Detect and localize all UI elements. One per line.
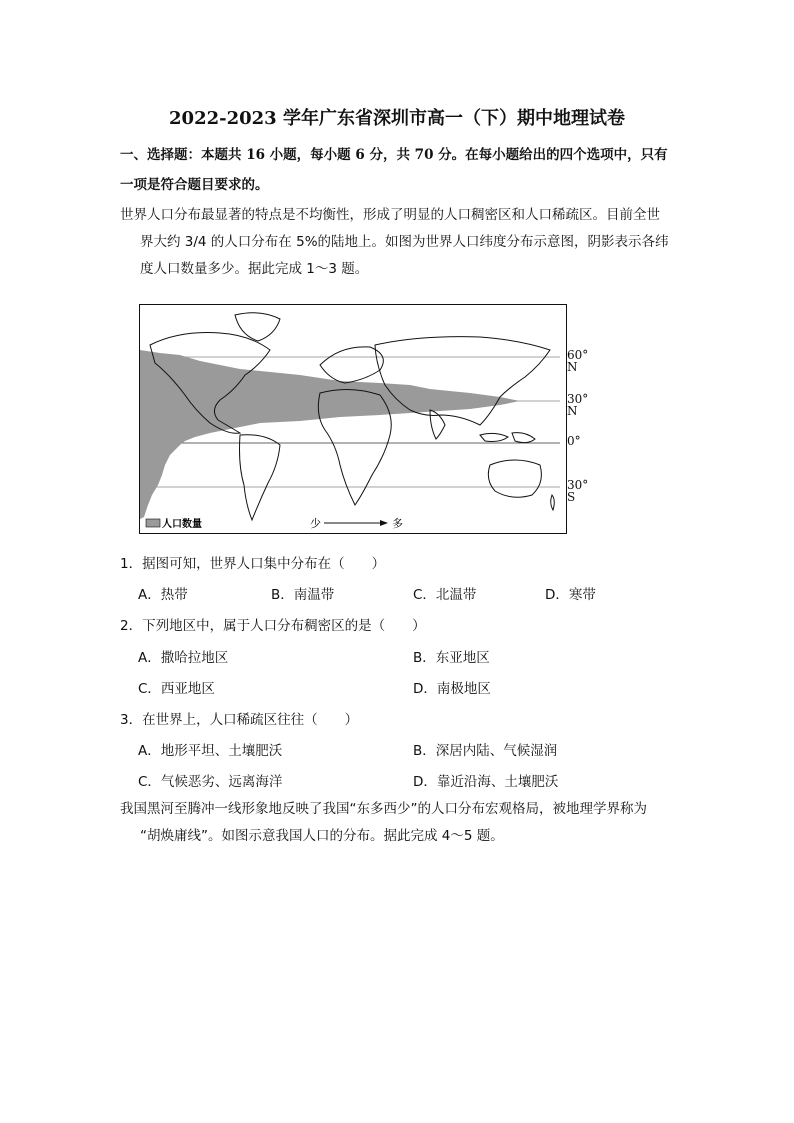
section-line-1: 一、选择题：本题共 16 小题，每小题 6 分，共 70 分。在每小题给出的四个选项中，只有 [120,147,668,163]
scale-low-label: 少 [310,517,321,530]
intro-paragraph-2 [120,796,685,850]
section-header [120,140,680,200]
question-2-option-d[interactable]: D．南极地区 [413,681,491,697]
question-2-option-b[interactable]: B．东亚地区 [413,650,490,666]
population-shading [140,350,520,519]
lat-overlay-60n: 60° N [567,348,589,374]
intro-line-2: 界大约 3/4 的人口分布在 5%的陆地上。如图为世界人口纬度分布示意图，阴影表示各纬 [140,234,669,250]
scale-arrow-head [380,520,388,526]
legend-label: 人口数量 [162,519,202,530]
intro-paragraph-1 [120,202,685,283]
question-2-option-a[interactable]: A．撒哈拉地区 [138,650,229,666]
intro-line-1: 世界人口分布最显著的特点是不均衡性，形成了明显的人口稠密区和人口稀疏区。目前全世 [120,207,660,223]
question-1-stem: 1．据图可知，世界人口集中分布在（ ） [120,556,386,572]
intro2-line-2: “胡焕庸线”。如图示意我国人口的分布。据此完成 4～5 题。 [140,828,504,844]
intro2-line-1: 我国黑河至腾冲一线形象地反映了我国“东多西少”的人口分布宏观格局，被地理学界称为 [120,801,647,817]
question-3-option-b[interactable]: B．深居内陆、气候湿润 [413,743,558,759]
intro-line-3: 度人口数量多少。据此完成 1～3 题。 [140,261,369,277]
question-1-option-c[interactable]: C．北温带 [413,587,477,603]
question-2-option-c[interactable]: C．西亚地区 [138,681,215,697]
legend-swatch [146,519,160,527]
question-2-stem: 2．下列地区中，属于人口分布稠密区的是（ ） [120,618,426,634]
section-line-2: 一项是符合题目要求的。 [120,177,269,193]
lat-overlay-30n: 30° N [567,392,589,418]
world-population-map [139,304,567,534]
lat-overlay-equator: 0° [567,434,581,448]
map-graphic [140,305,566,533]
question-3-option-a[interactable]: A．地形平坦、土壤肥沃 [138,743,283,759]
question-3-stem: 3．在世界上，人口稀疏区往往（ ） [120,712,359,728]
question-1-option-b[interactable]: B．南温带 [271,587,335,603]
question-1-option-a[interactable]: A．热带 [138,587,188,603]
question-1-option-d[interactable]: D．寒带 [545,587,596,603]
question-3-option-d[interactable]: D．靠近沿海、土壤肥沃 [413,774,559,790]
page-title: 2022-2023 学年广东省深圳市高一（下）期中地理试卷 [169,108,625,129]
scale-high-label: 多 [392,517,403,530]
lat-overlay-30s: 30° S [567,478,589,504]
question-3-option-c[interactable]: C．气候恶劣、远离海洋 [138,774,283,790]
